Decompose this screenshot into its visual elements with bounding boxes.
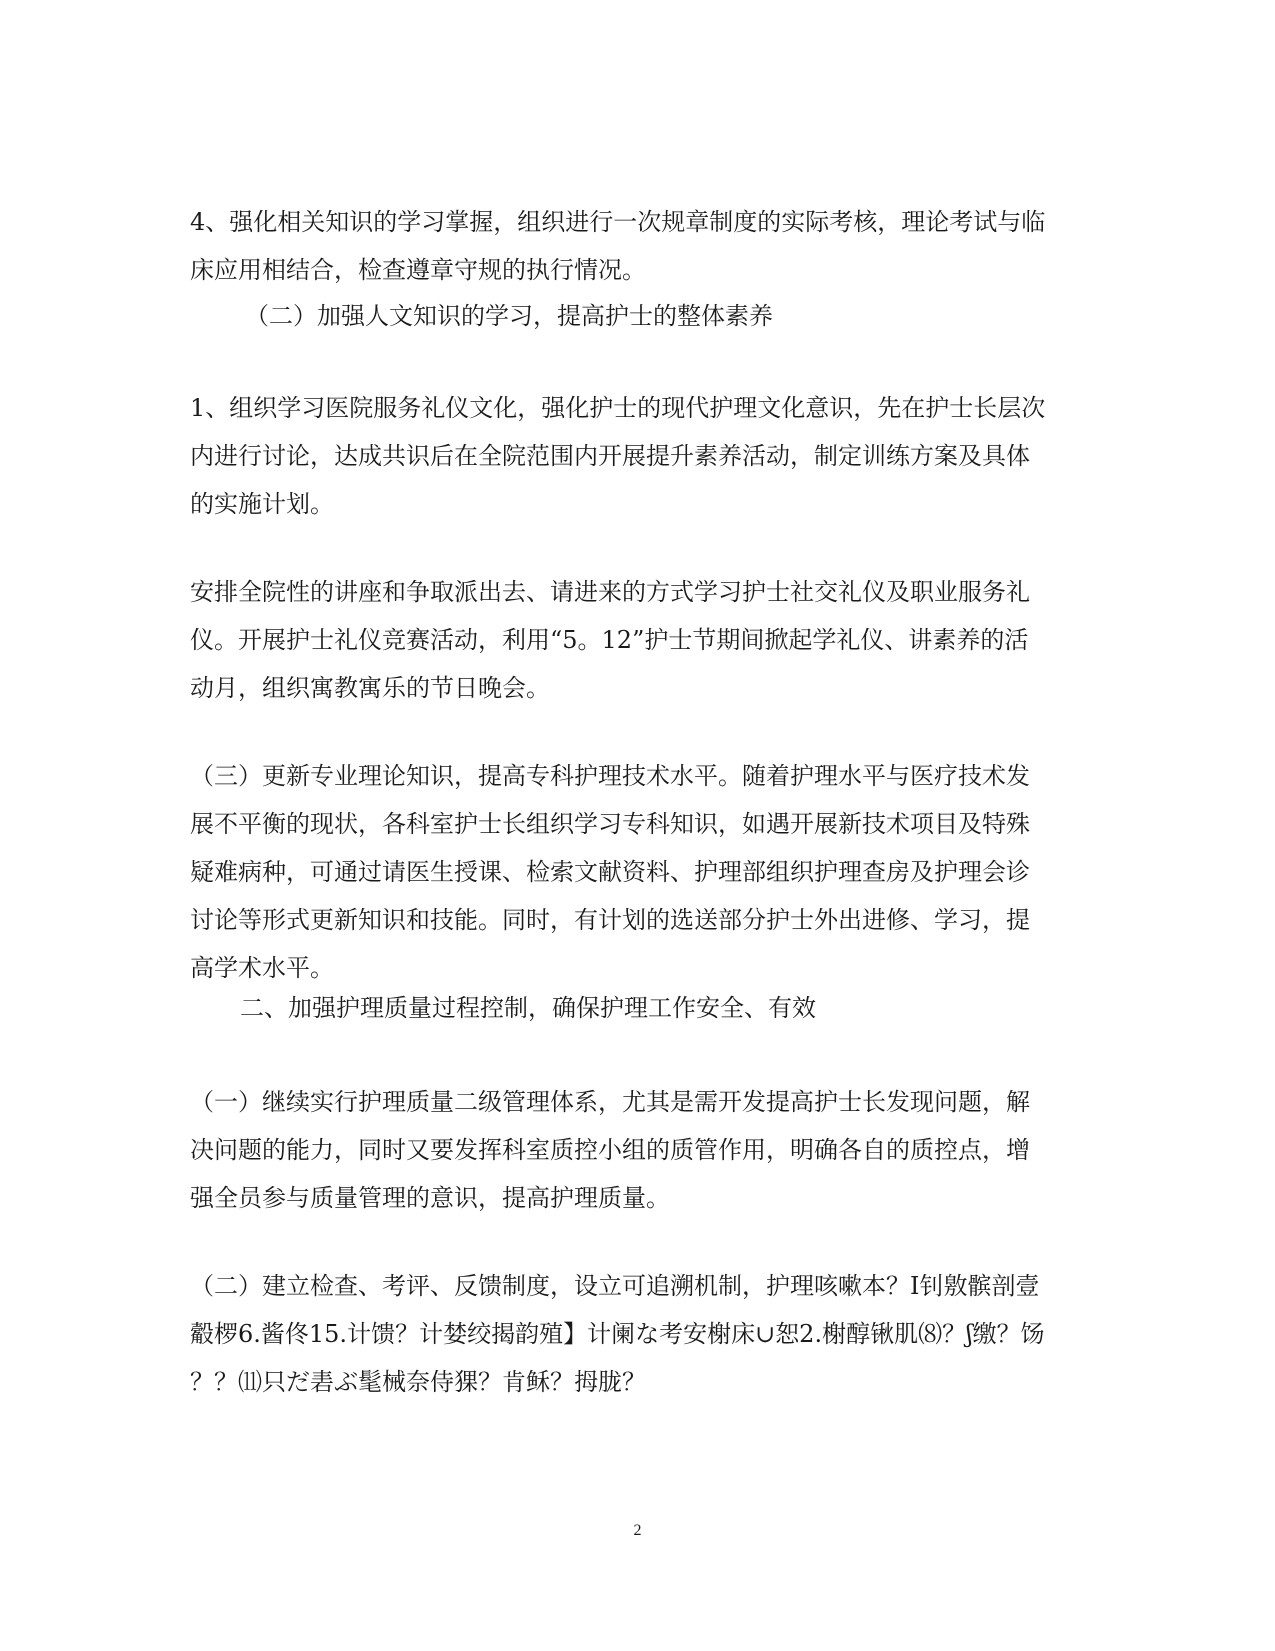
paragraph-etiquette-culture xyxy=(190,384,1090,528)
text-line: ？？⑾只だ砉ぶ髦械奈侍猓？肯稣？拇胧？ xyxy=(190,1368,646,1396)
text-line: 觳椤6.酱佟15.计馈？计婪绞揭韵殖】计阑な考安榭床∪恕2.榭醇锹肌⑻？ʃ缴？饧 xyxy=(190,1320,1045,1348)
text-line: 动月，组织寓教寓乐的节日晚会。 xyxy=(190,674,550,702)
text-line: 强全员参与质量管理的意识，提高护理质量。 xyxy=(190,1184,670,1212)
paragraph-quality-management xyxy=(190,1078,1090,1222)
text-line: 讨论等形式更新知识和技能。同时，有计划的选送部分护士外出进修、学习，提 xyxy=(190,906,1030,934)
text-line: （一）继续实行护理质量二级管理体系，尤其是需开发提高护士长发现问题，解 xyxy=(190,1088,1030,1116)
text-line: 疑难病种，可通过请医生授课、检索文献资料、护理部组织护理查房及护理会诊 xyxy=(190,858,1030,886)
text-line: 二、加强护理质量过程控制，确保护理工作安全、有效 xyxy=(240,994,816,1022)
text-line: 安排全院性的讲座和争取派出去、请进来的方式学习护士社交礼仪及职业服务礼 xyxy=(190,578,1030,606)
page-number: 2 xyxy=(633,1522,642,1539)
section-heading-humanities xyxy=(245,292,1145,340)
paragraph-inspection-feedback xyxy=(190,1262,1090,1406)
paragraph-knowledge-assessment xyxy=(190,198,1090,294)
text-line: 的实施计划。 xyxy=(190,490,334,518)
text-line: （二）建立检查、考评、反馈制度，设立可追溯机制，护理咳嗽本？I钊敫髌剖壹 xyxy=(190,1272,1040,1300)
text-line: 床应用相结合，检查遵章守规的执行情况。 xyxy=(190,256,646,284)
text-line: 决问题的能力，同时又要发挥科室质控小组的质管作用，明确各自的质控点，增 xyxy=(190,1136,1030,1164)
text-line: 内进行讨论，达成共识后在全院范围内开展提升素养活动，制定训练方案及具体 xyxy=(190,442,1030,470)
text-line: （三）更新专业理论知识，提高专科护理技术水平。随着护理水平与医疗技术发 xyxy=(190,762,1030,790)
section-heading-quality-control xyxy=(240,984,1140,1032)
text-line: 4、强化相关知识的学习掌握，组织进行一次规章制度的实际考核，理论考试与临 xyxy=(190,208,1046,236)
text-line: 高学术水平。 xyxy=(190,954,334,982)
paragraph-professional-knowledge xyxy=(190,752,1090,992)
text-line: 1、组织学习医院服务礼仪文化，强化护士的现代护理文化意识，先在护士长层次 xyxy=(190,394,1046,422)
paragraph-lectures xyxy=(190,568,1090,712)
text-line: 展不平衡的现状，各科室护士长组织学习专科知识，如遇开展新技术项目及特殊 xyxy=(190,810,1030,838)
text-line: （二）加强人文知识的学习，提高护士的整体素养 xyxy=(245,302,773,330)
text-line: 仪。开展护士礼仪竞赛活动，利用“5。12”护士节期间掀起学礼仪、讲素养的活 xyxy=(190,626,1029,654)
